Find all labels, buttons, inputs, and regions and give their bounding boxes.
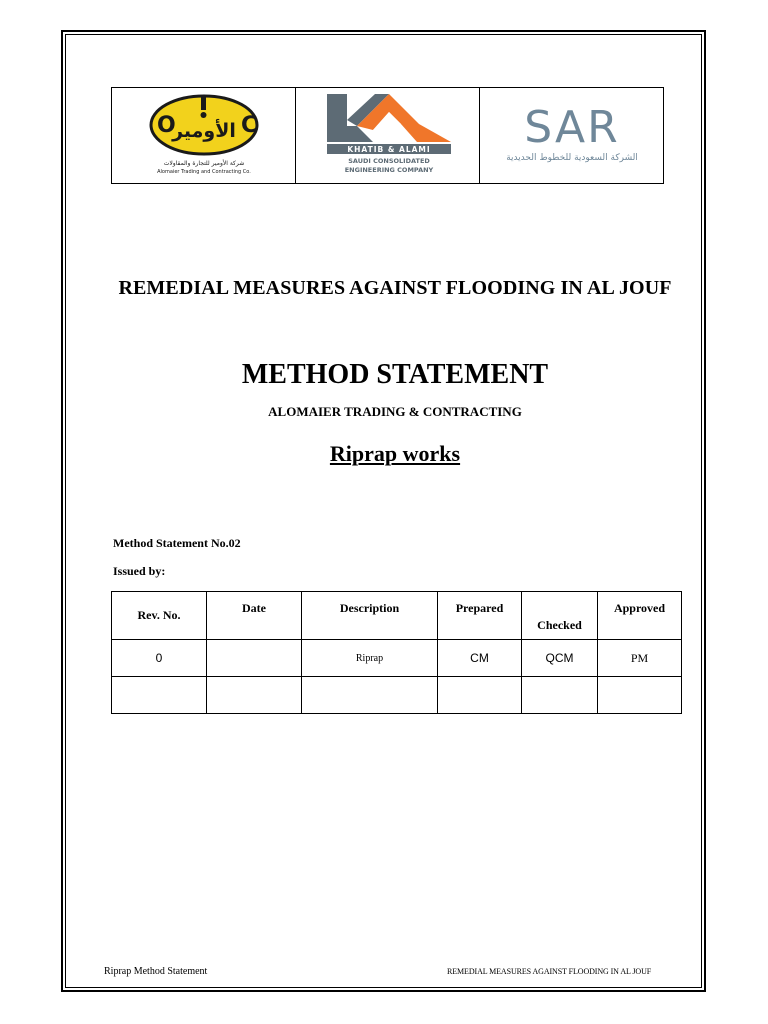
table-cell: 0 bbox=[112, 640, 207, 677]
svg-text:O: O bbox=[156, 113, 176, 138]
svg-text:C: C bbox=[240, 113, 257, 138]
footer-right-text: REMEDIAL MEASURES AGAINST FLOODING IN AL JOUF bbox=[447, 967, 652, 976]
alomaier-logo-text: الأومير bbox=[171, 120, 236, 142]
table-row bbox=[112, 677, 682, 714]
footer-left-text: Riprap Method Statement bbox=[104, 966, 208, 977]
company-name: ALOMAIER TRADING & CONTRACTING bbox=[268, 404, 522, 419]
table-cell bbox=[522, 677, 598, 714]
table-cell bbox=[438, 677, 522, 714]
method-statement-number: Method Statement No.02 bbox=[113, 536, 241, 550]
project-title: REMEDIAL MEASURES AGAINST FLOODING IN AL JOUF bbox=[118, 277, 672, 299]
sar-tagline-ar: الشركة السعودية للخطوط الحديدية bbox=[506, 153, 637, 163]
khatib-logo-cell bbox=[296, 88, 480, 184]
table-cell bbox=[112, 677, 207, 714]
issued-by-label: Issued by: bbox=[113, 564, 166, 578]
revision-table-header-row bbox=[112, 592, 682, 640]
alomaier-logo bbox=[139, 88, 269, 183]
khatib-logo-name: KHATIB & ALAMI bbox=[346, 145, 431, 154]
column-header: Approved bbox=[598, 592, 682, 640]
sar-logo-text: SAR bbox=[523, 102, 620, 153]
table-cell: QCM bbox=[522, 640, 598, 677]
revision-table bbox=[111, 591, 682, 714]
table-cell: Riprap bbox=[302, 640, 438, 677]
khatib-alami-logo bbox=[321, 90, 455, 181]
document-type-title: METHOD STATEMENT bbox=[241, 359, 549, 390]
sar-logo bbox=[507, 98, 637, 173]
table-cell bbox=[207, 640, 302, 677]
column-header: Date bbox=[207, 592, 302, 640]
table-row bbox=[112, 640, 682, 677]
khatib-logo-line1: SAUDI CONSOLIDATED bbox=[347, 157, 430, 165]
subject-heading bbox=[110, 440, 680, 468]
khatib-logo-line2: ENGINEERING COMPANY bbox=[344, 166, 433, 174]
column-header: Rev. No. bbox=[112, 592, 207, 640]
alomaier-tagline-ar: شركة الأومير للتجارة والمقاولات bbox=[163, 160, 244, 167]
alomaier-logo-cell bbox=[112, 88, 296, 184]
table-cell bbox=[302, 677, 438, 714]
table-cell: PM bbox=[598, 640, 682, 677]
sar-logo-cell bbox=[480, 88, 664, 184]
column-header: Description bbox=[302, 592, 438, 640]
alomaier-tagline-en: Alomaier Trading and Contracting Co. bbox=[156, 169, 251, 175]
subject-text: Riprap works bbox=[329, 441, 461, 466]
table-cell bbox=[598, 677, 682, 714]
logo-header-table bbox=[111, 87, 664, 184]
column-header: Prepared bbox=[438, 592, 522, 640]
table-cell bbox=[207, 677, 302, 714]
table-cell: CM bbox=[438, 640, 522, 677]
column-header: Checked bbox=[522, 592, 598, 640]
